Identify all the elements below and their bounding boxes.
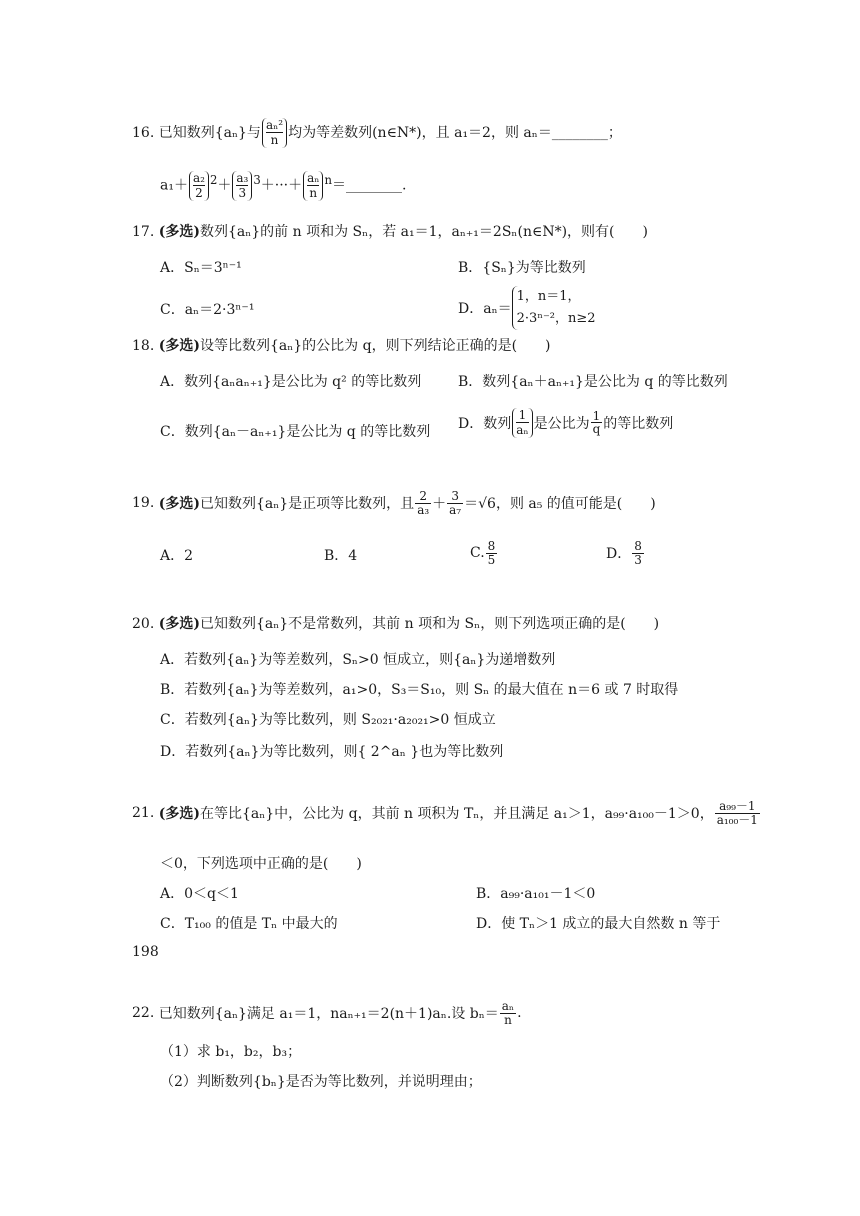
option-label: D． (606, 546, 632, 563)
question-text: ＝√6，则 a₅ 的值可能是( ) (464, 496, 656, 513)
fraction-denominator: a₁₀₀－1 (716, 812, 758, 827)
math-text: ＋ (432, 496, 447, 513)
piecewise-brace (512, 286, 596, 330)
fraction-bracket (303, 171, 323, 201)
question-number: 20. (132, 616, 155, 632)
question-21 (132, 800, 761, 826)
option-b: B．a₉₉·a₁₀₁－1＜0 (476, 886, 596, 902)
question-18 (132, 336, 551, 356)
option-c: C．T₁₀₀ 的值是 Tₙ 中最大的 (160, 916, 338, 932)
fraction-numerator: 1 (516, 408, 528, 423)
question-tag: (多选) (158, 616, 200, 632)
fraction-denominator: n (504, 1012, 512, 1027)
case-line: 2·3ⁿ⁻²，n≥2 (516, 311, 596, 326)
question-text: 数列{aₙ}的前 n 项和为 Sₙ，若 a₁＝1，aₙ₊₁＝2Sₙ(n∈N*)，则有( ) (199, 224, 648, 240)
option-a: A．0＜q＜1 (160, 886, 239, 902)
option-b: B．{Sₙ}为等比数列 (458, 260, 586, 276)
fraction-denominator: 5 (487, 552, 496, 567)
case-line: 1，n＝1， (516, 289, 581, 304)
question-text: 均为等差数列(n∈N*)，且 a₁＝2，则 aₙ＝________； (288, 124, 622, 141)
option-b: B．4 (324, 548, 358, 564)
math-text: ＋···＋ (260, 177, 303, 194)
fraction (447, 490, 463, 516)
question-20 (132, 614, 659, 634)
question-text: 已知数列{aₙ}不是常数列，其前 n 项和为 Sₙ，则下列选项正确的是( ) (199, 616, 660, 632)
option-label: D．数列 (458, 415, 512, 432)
fraction-bracket (512, 408, 532, 438)
exponent: n (324, 173, 332, 187)
option-label: D．aₙ＝ (458, 301, 512, 317)
question-19 (132, 490, 656, 516)
fraction-denominator: n (270, 133, 279, 148)
fraction-denominator: a₃ (417, 502, 430, 517)
fraction-numerator: 8 (634, 539, 642, 553)
question-number: 17. (132, 224, 155, 240)
math-text: ＝________. (331, 177, 407, 194)
option-a: A．Sₙ＝3ⁿ⁻¹ (160, 260, 242, 276)
option-a: A．数列{aₙaₙ₊₁}是公比为 q² 的等比数列 (160, 374, 422, 390)
fraction-numerator: 1 (591, 410, 603, 424)
fraction-numerator: aₙ² (265, 118, 284, 132)
fraction-denominator: a₇ (449, 502, 462, 517)
fraction (591, 410, 603, 436)
option-d (458, 286, 596, 330)
fraction-numerator: a₉₉－1 (715, 800, 760, 814)
fraction-bracket (262, 118, 287, 148)
option-d (458, 408, 673, 438)
sub-question-2: （2）判断数列{bₙ}是否为等比数列，并说明理由； (160, 1074, 482, 1090)
question-text: ＜0，下列选项中正确的是( ) (160, 856, 362, 872)
fraction-denominator: 2 (195, 186, 203, 201)
fraction-denominator: 3 (634, 552, 642, 567)
fraction-denominator: aₙ (516, 423, 529, 438)
option-label: C. (470, 545, 485, 562)
option-c: C．aₙ＝2·3ⁿ⁻¹ (160, 302, 255, 318)
question-text: 在等比{aₙ}中，公比为 q，其前 n 项积为 Tₙ，并且满足 a₁＞1，a₉₉·a₁₀₀－1＞0， (199, 806, 714, 823)
fraction-numerator: aₙ (501, 999, 515, 1013)
question-text: 设等比数列{aₙ}的公比为 q，则下列结论正确的是( ) (199, 338, 551, 354)
math-text: . (517, 1005, 522, 1022)
exponent: 2 (209, 173, 218, 187)
question-number: 22. (132, 1005, 155, 1022)
fraction-denominator: q (592, 422, 601, 437)
question-number: 18. (132, 338, 155, 354)
question-tag: (多选) (158, 224, 200, 240)
option-c: C．数列{aₙ－aₙ₊₁}是公比为 q 的等比数列 (160, 424, 431, 440)
option-d: D．若数列{aₙ}为等比数列，则{ 2^aₙ }也为等比数列 (160, 744, 504, 760)
option-c: C．若数列{aₙ}为等比数列，则 S₂₀₂₁·a₂₀₂₁>0 恒成立 (160, 712, 496, 728)
fraction-numerator: a₂ (192, 170, 205, 185)
question-16-line2 (160, 170, 406, 201)
question-16 (132, 118, 622, 148)
math-text: ＋ (217, 177, 232, 194)
fraction-numerator: 2 (415, 490, 431, 504)
question-17 (132, 222, 648, 242)
question-text: 已知数列{aₙ}与 (158, 124, 261, 141)
question-tag: (多选) (158, 496, 200, 513)
fraction (415, 490, 431, 516)
option-d: D．使 Tₙ＞1 成立的最大自然数 n 等于 (476, 916, 721, 932)
fraction-bracket (189, 171, 209, 201)
math-text: 是公比为 (533, 415, 590, 432)
option-b: B．若数列{aₙ}为等差数列，a₁>0，S₃＝S₁₀，则 Sₙ 的最大值在 n＝6 或 7 时取得 (160, 682, 679, 698)
fraction (632, 540, 644, 566)
question-number: 16. (132, 124, 155, 141)
question-tag: (多选) (158, 806, 200, 823)
question-text: 已知数列{aₙ}是正项等比数列，且 (199, 496, 415, 513)
option-c (470, 540, 498, 566)
question-tag: (多选) (158, 338, 200, 354)
fraction (486, 540, 498, 566)
question-22 (132, 1000, 522, 1026)
question-number: 19. (132, 495, 155, 512)
fraction-numerator: 3 (447, 490, 463, 504)
fraction-denominator: n (309, 186, 318, 201)
math-text: 的等比数列 (603, 415, 674, 432)
fraction-numerator: a₃ (236, 170, 249, 185)
fraction-numerator: aₙ (307, 170, 320, 185)
option-b: B．数列{aₙ＋aₙ₊₁}是公比为 q 的等比数列 (458, 374, 728, 390)
option-a: A．2 (160, 548, 194, 564)
math-text: a₁＋ (160, 177, 188, 194)
fraction-numerator: 8 (487, 539, 496, 553)
exponent: 3 (253, 173, 261, 187)
sub-question-1: （1）求 b₁，b₂，b₃； (160, 1044, 302, 1060)
fraction (715, 800, 760, 826)
option-a: A．若数列{aₙ}为等差数列，Sₙ>0 恒成立，则{aₙ}为递增数列 (160, 652, 556, 668)
option-d (606, 540, 645, 566)
option-d-continued: 198 (132, 944, 159, 960)
question-number: 21. (132, 805, 155, 822)
fraction-bracket (232, 171, 252, 201)
question-text: 已知数列{aₙ}满足 a₁＝1，naₙ₊₁＝2(n＋1)aₙ.设 bₙ＝ (158, 1006, 499, 1023)
fraction-denominator: 3 (238, 186, 247, 201)
fraction (500, 1000, 516, 1026)
